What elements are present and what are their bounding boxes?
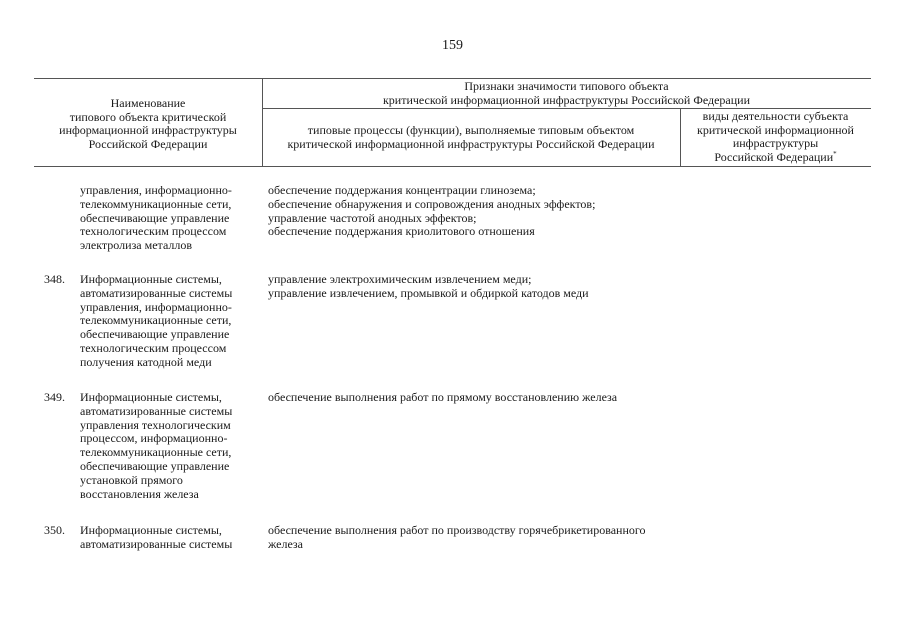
row-name-cell	[80, 524, 232, 552]
row-process-line: обеспечение обнаружения и сопровождения анодных эффектов;	[268, 196, 596, 211]
header-processes-line: типовые процессы (функции), выполняемые типовым объектом	[307, 123, 635, 137]
header-processes-column	[262, 124, 680, 151]
row-process-cell	[268, 184, 595, 239]
header-activities-line: инфраструктуры	[732, 136, 819, 151]
row-number: 349.	[44, 390, 65, 404]
row-name-line: управления, информационно-	[80, 183, 232, 197]
row-process-line: обеспечение поддержания криолитового отношения	[268, 224, 535, 239]
row-name-line: восстановления железа	[80, 486, 199, 501]
header-group-line: Признаки значимости типового объекта	[464, 79, 669, 93]
header-name-line: информационной инфраструктуры	[59, 123, 237, 138]
row-name-line: автоматизированные системы	[80, 536, 233, 551]
row-name-cell	[80, 391, 232, 501]
row-name-line: управления технологическим	[80, 417, 231, 432]
table-top-border	[34, 78, 871, 79]
row-name-line: получения катодной меди	[80, 354, 212, 369]
row-name-line: технологическим процессом	[80, 340, 227, 355]
row-name-line: обеспечивающие управление	[80, 327, 230, 342]
header-name-line: типового объекта критической	[69, 109, 227, 124]
row-process-cell	[268, 391, 617, 405]
row-process-line: управление электрохимическим извлечением меди;	[268, 272, 532, 286]
row-name-line: технологическим процессом	[80, 224, 227, 239]
row-number: 350.	[44, 523, 65, 537]
row-process-line: обеспечение выполнения работ по производству горячебрикетированного	[268, 523, 646, 537]
row-process-line: обеспечение выполнения работ по прямому восстановлению железа	[268, 390, 618, 404]
row-name-line: автоматизированные системы	[80, 403, 233, 418]
row-number: 348.	[44, 272, 65, 286]
row-name-line: управления, информационно-	[80, 299, 232, 314]
row-name-line: обеспечивающие управление	[80, 458, 230, 473]
footnote-mark: *	[833, 149, 837, 158]
row-process-line: железа	[268, 536, 303, 551]
row-name-line: процессом, информационно-	[80, 431, 228, 446]
header-bottom-border	[34, 166, 871, 167]
row-name-line: Информационные системы,	[80, 272, 222, 286]
row-process-line: обеспечение поддержания концентрации глинозема;	[268, 183, 536, 197]
row-process-line: управление извлечением, промывкой и обдиркой катодов меди	[268, 285, 589, 300]
header-name-line: Наименование	[110, 96, 186, 110]
row-name-line: Информационные системы,	[80, 390, 222, 404]
header-name-line: Российской Федерации	[88, 136, 208, 151]
page-number: 159	[442, 38, 463, 53]
row-name-line: телекоммуникационные сети,	[80, 445, 232, 460]
row-name-line: телекоммуникационные сети,	[80, 196, 232, 211]
header-activities-line: критической информационной	[697, 122, 854, 137]
row-name-line: установкой прямого	[80, 472, 183, 487]
header-name-column	[34, 97, 262, 151]
row-name-line: Информационные системы,	[80, 523, 222, 537]
row-name-line: обеспечивающие управление	[80, 210, 230, 225]
header-activities-column	[680, 110, 871, 164]
header-group-line: критической информационной инфраструктуры Российской Федерации	[382, 92, 751, 107]
row-name-cell	[80, 273, 232, 370]
row-name-line: телекоммуникационные сети,	[80, 313, 232, 328]
header-activities-line	[680, 151, 871, 165]
row-name-cell	[80, 184, 232, 253]
row-name-line: электролиза металлов	[80, 238, 193, 253]
header-group-title	[262, 80, 871, 107]
row-process-line: управление частотой анодных эффектов;	[268, 210, 477, 225]
header-activities-text: Российской Федерации	[714, 149, 834, 164]
row-process-cell	[268, 273, 589, 301]
header-processes-line: критической информационной инфраструктуры Российской Федерации	[287, 136, 655, 151]
row-process-cell	[268, 524, 646, 552]
header-activities-line: виды деятельности субъекта	[702, 109, 849, 123]
row-name-line: автоматизированные системы	[80, 285, 233, 300]
